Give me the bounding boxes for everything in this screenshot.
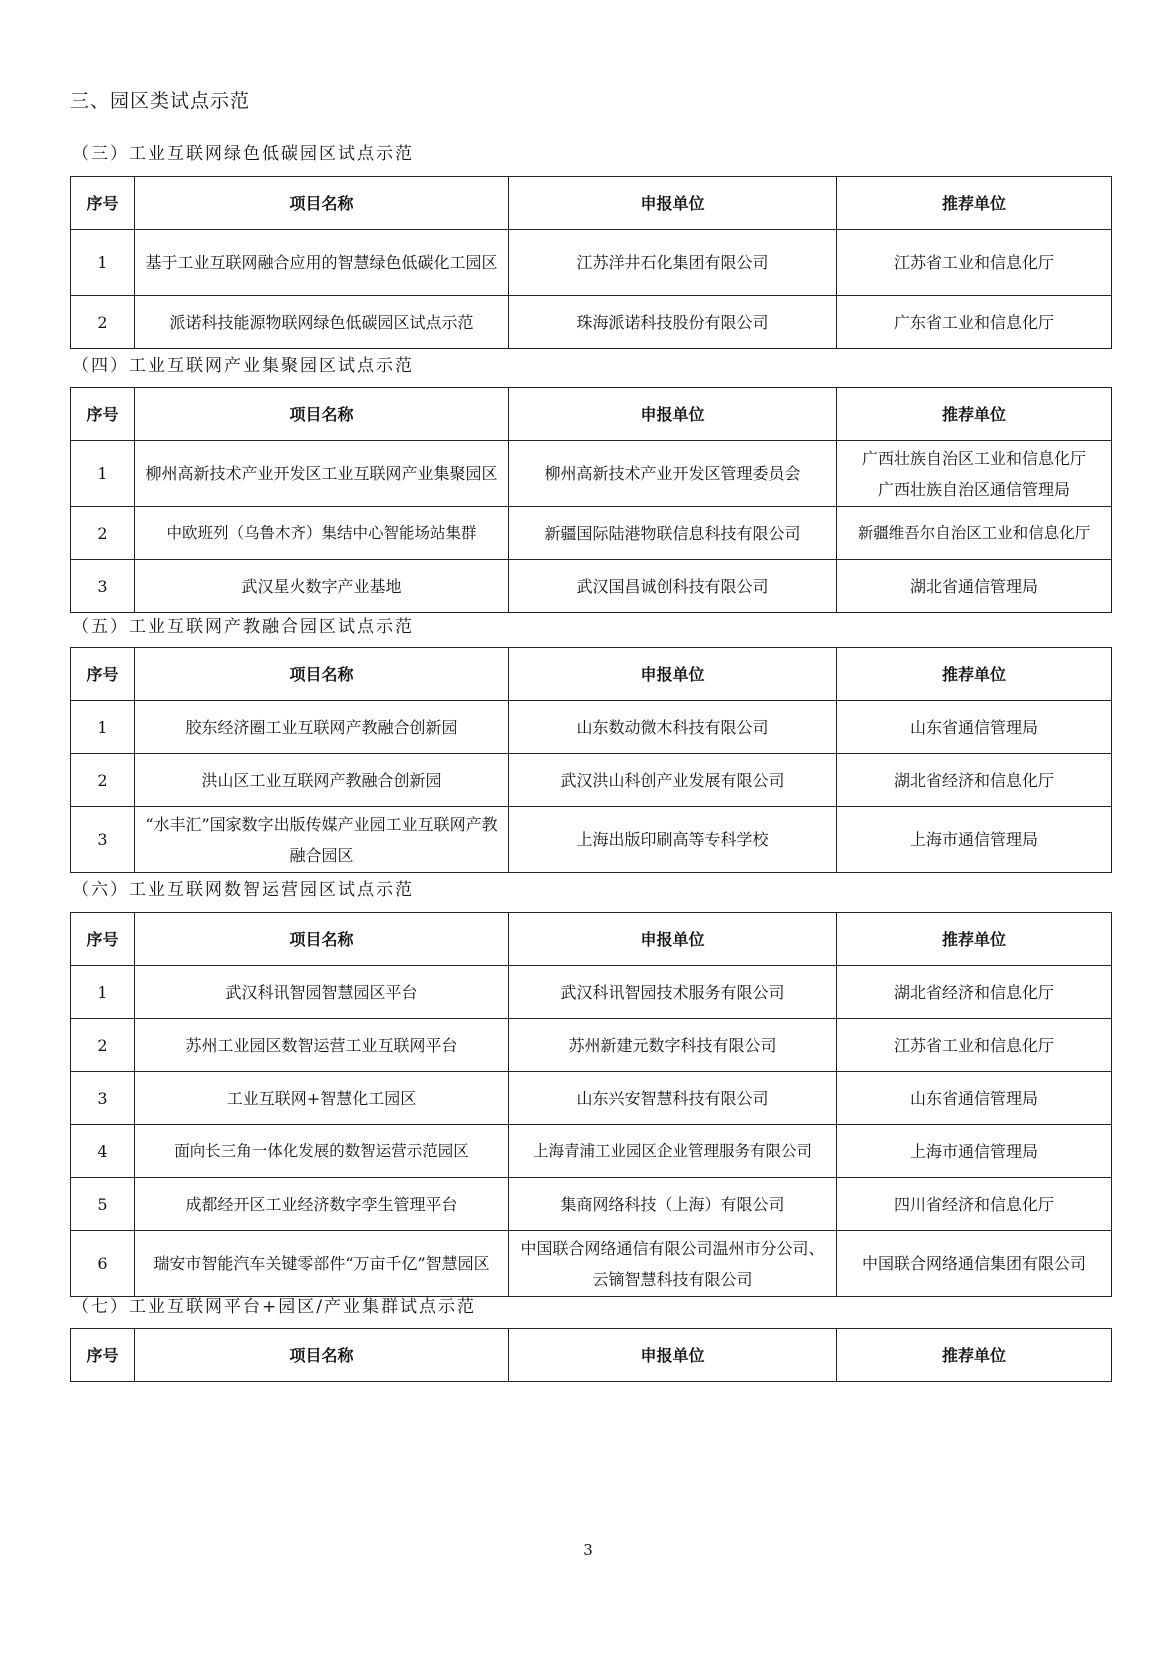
cell-name: 中欧班列（乌鲁木齐）集结中心智能场站集群 — [135, 507, 509, 560]
cell-no: 1 — [71, 966, 135, 1019]
header-no: 序号 — [71, 1329, 135, 1382]
cell-applicant: 珠海派诺科技股份有限公司 — [509, 296, 837, 349]
cell-recommender: 新疆维吾尔自治区工业和信息化厅 — [837, 507, 1112, 560]
cell-applicant: 柳州高新技术产业开发区管理委员会 — [509, 441, 837, 507]
table-row — [71, 1231, 1112, 1297]
cell-recommender: 湖北省通信管理局 — [837, 560, 1112, 613]
cell-recommender: 湖北省经济和信息化厅 — [837, 966, 1112, 1019]
cell-recommender: 中国联合网络通信集团有限公司 — [837, 1231, 1112, 1297]
cell-no: 3 — [71, 807, 135, 873]
table-row — [71, 1178, 1112, 1231]
table-row — [71, 807, 1112, 873]
cell-recommender: 广西壮族自治区工业和信息化厅 广西壮族自治区通信管理局 — [837, 441, 1112, 507]
header-applicant: 申报单位 — [509, 1329, 837, 1382]
cell-no: 3 — [71, 1072, 135, 1125]
cell-applicant: 江苏洋井石化集团有限公司 — [509, 230, 837, 296]
table-row — [71, 701, 1112, 754]
cell-applicant: 集商网络科技（上海）有限公司 — [509, 1178, 837, 1231]
subsection-title: （三）工业互联网绿色低碳园区试点示范 — [72, 144, 414, 164]
cell-name: 工业互联网+智慧化工园区 — [135, 1072, 509, 1125]
cell-name: 面向长三角一体化发展的数智运营示范园区 — [135, 1125, 509, 1178]
cell-name: 苏州工业园区数智运营工业互联网平台 — [135, 1019, 509, 1072]
cell-recommender: 江苏省工业和信息化厅 — [837, 1019, 1112, 1072]
cell-applicant: 上海出版印刷高等专科学校 — [509, 807, 837, 873]
header-no: 序号 — [71, 648, 135, 701]
table-header-row — [71, 177, 1112, 230]
cell-applicant: 山东数动微木科技有限公司 — [509, 701, 837, 754]
table-row — [71, 560, 1112, 613]
cell-no: 1 — [71, 230, 135, 296]
table-edu-integration — [70, 647, 1112, 873]
header-recommender: 推荐单位 — [837, 177, 1112, 230]
cell-applicant: 武汉科讯智园技术服务有限公司 — [509, 966, 837, 1019]
header-applicant: 申报单位 — [509, 913, 837, 966]
table-row — [71, 296, 1112, 349]
table-header-row — [71, 913, 1112, 966]
cell-recommender: 广东省工业和信息化厅 — [837, 296, 1112, 349]
cell-no: 3 — [71, 560, 135, 613]
header-recommender: 推荐单位 — [837, 913, 1112, 966]
cell-recommender: 山东省通信管理局 — [837, 701, 1112, 754]
subsection-title: （七）工业互联网平台+园区/产业集群试点示范 — [72, 1297, 476, 1317]
cell-no: 1 — [71, 701, 135, 754]
cell-name: 武汉星火数字产业基地 — [135, 560, 509, 613]
cell-recommender: 江苏省工业和信息化厅 — [837, 230, 1112, 296]
table-row — [71, 1072, 1112, 1125]
cell-no: 2 — [71, 754, 135, 807]
cell-no: 2 — [71, 507, 135, 560]
cell-name: 柳州高新技术产业开发区工业互联网产业集聚园区 — [135, 441, 509, 507]
cell-applicant: 新疆国际陆港物联信息科技有限公司 — [509, 507, 837, 560]
cell-applicant: 中国联合网络通信有限公司温州市分公司、云镝智慧科技有限公司 — [509, 1231, 837, 1297]
cell-recommender: 山东省通信管理局 — [837, 1072, 1112, 1125]
header-applicant: 申报单位 — [509, 177, 837, 230]
table-header-row — [71, 648, 1112, 701]
header-no: 序号 — [71, 913, 135, 966]
header-name: 项目名称 — [135, 388, 509, 441]
cell-name: “水丰汇”国家数字出版传媒产业园工业互联网产教融合园区 — [135, 807, 509, 873]
table-header-row — [71, 388, 1112, 441]
cell-name: 瑞安市智能汽车关键零部件“万亩千亿”智慧园区 — [135, 1231, 509, 1297]
cell-applicant: 苏州新建元数字科技有限公司 — [509, 1019, 837, 1072]
cell-applicant: 武汉国昌诚创科技有限公司 — [509, 560, 837, 613]
table-smart-operation — [70, 912, 1112, 1297]
header-name: 项目名称 — [135, 1329, 509, 1382]
cell-no: 5 — [71, 1178, 135, 1231]
cell-applicant: 上海青浦工业园区企业管理服务有限公司 — [509, 1125, 837, 1178]
header-recommender: 推荐单位 — [837, 1329, 1112, 1382]
cell-recommender: 湖北省经济和信息化厅 — [837, 754, 1112, 807]
table-row — [71, 441, 1112, 507]
header-no: 序号 — [71, 388, 135, 441]
section-title: 三、园区类试点示范 — [70, 90, 251, 112]
cell-recommender: 上海市通信管理局 — [837, 1125, 1112, 1178]
table-row — [71, 754, 1112, 807]
cell-recommender: 四川省经济和信息化厅 — [837, 1178, 1112, 1231]
cell-name: 派诺科技能源物联网绿色低碳园区试点示范 — [135, 296, 509, 349]
cell-applicant: 山东兴安智慧科技有限公司 — [509, 1072, 837, 1125]
table-industry-cluster — [70, 387, 1112, 613]
cell-no: 6 — [71, 1231, 135, 1297]
table-row — [71, 230, 1112, 296]
header-no: 序号 — [71, 177, 135, 230]
table-row — [71, 1019, 1112, 1072]
table-header-row — [71, 1329, 1112, 1382]
header-name: 项目名称 — [135, 177, 509, 230]
table-row — [71, 507, 1112, 560]
cell-recommender: 上海市通信管理局 — [837, 807, 1112, 873]
header-name: 项目名称 — [135, 913, 509, 966]
cell-name: 洪山区工业互联网产教融合创新园 — [135, 754, 509, 807]
header-name: 项目名称 — [135, 648, 509, 701]
subsection-title: （六）工业互联网数智运营园区试点示范 — [72, 880, 414, 900]
header-applicant: 申报单位 — [509, 388, 837, 441]
header-applicant: 申报单位 — [509, 648, 837, 701]
cell-applicant: 武汉洪山科创产业发展有限公司 — [509, 754, 837, 807]
cell-name: 成都经开区工业经济数字孪生管理平台 — [135, 1178, 509, 1231]
cell-name: 胶东经济圈工业互联网产教融合创新园 — [135, 701, 509, 754]
header-recommender: 推荐单位 — [837, 648, 1112, 701]
header-recommender: 推荐单位 — [837, 388, 1112, 441]
page-number: 3 — [583, 1541, 593, 1559]
cell-name: 基于工业互联网融合应用的智慧绿色低碳化工园区 — [135, 230, 509, 296]
table-platform-cluster — [70, 1328, 1112, 1382]
table-row — [71, 1125, 1112, 1178]
subsection-title: （五）工业互联网产教融合园区试点示范 — [72, 617, 414, 637]
cell-no: 1 — [71, 441, 135, 507]
table-row — [71, 966, 1112, 1019]
cell-no: 4 — [71, 1125, 135, 1178]
cell-name: 武汉科讯智园智慧园区平台 — [135, 966, 509, 1019]
subsection-title: （四）工业互联网产业集聚园区试点示范 — [72, 356, 414, 376]
cell-no: 2 — [71, 1019, 135, 1072]
table-green-lowcarbon — [70, 176, 1112, 349]
cell-no: 2 — [71, 296, 135, 349]
